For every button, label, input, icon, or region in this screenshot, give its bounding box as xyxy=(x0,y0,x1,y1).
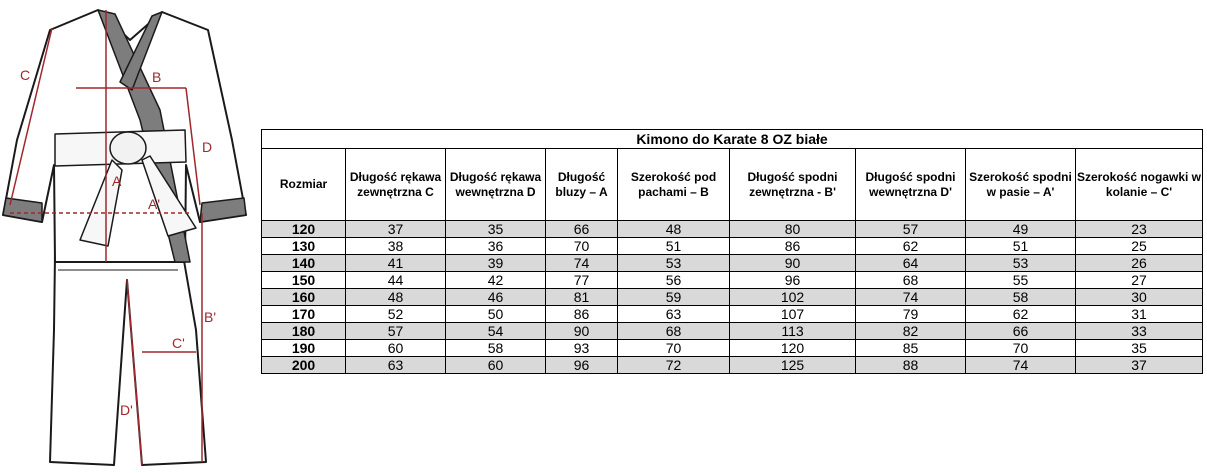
label-a: A xyxy=(112,173,122,189)
table-cell: 113 xyxy=(730,323,856,340)
table-cell: 26 xyxy=(1076,255,1203,272)
table-cell: 66 xyxy=(966,323,1076,340)
table-cell: 48 xyxy=(346,289,446,306)
table-row xyxy=(262,340,1203,357)
table-cell: 37 xyxy=(1076,357,1203,374)
table-cell: 66 xyxy=(546,221,618,238)
label-b: B xyxy=(152,69,162,85)
table-cell: 49 xyxy=(966,221,1076,238)
table-cell: 58 xyxy=(446,340,546,357)
table-cell: 57 xyxy=(856,221,966,238)
size-cell: 190 xyxy=(262,340,346,357)
table-cell: 57 xyxy=(346,323,446,340)
table-cell: 74 xyxy=(546,255,618,272)
header-cell: Rozmiar xyxy=(262,149,346,221)
table-row xyxy=(262,306,1203,323)
table-cell: 74 xyxy=(966,357,1076,374)
table-cell: 82 xyxy=(856,323,966,340)
table-row xyxy=(262,221,1203,238)
table-cell: 53 xyxy=(618,255,730,272)
label-c-prime: C' xyxy=(172,335,185,351)
size-cell: 140 xyxy=(262,255,346,272)
table-cell: 68 xyxy=(618,323,730,340)
table-cell: 74 xyxy=(856,289,966,306)
table-cell: 25 xyxy=(1076,238,1203,255)
table-cell: 39 xyxy=(446,255,546,272)
table-cell: 77 xyxy=(546,272,618,289)
label-a-prime: A' xyxy=(148,196,161,212)
table-cell: 72 xyxy=(618,357,730,374)
table-cell: 70 xyxy=(966,340,1076,357)
size-cell: 120 xyxy=(262,221,346,238)
table-cell: 70 xyxy=(618,340,730,357)
table-row xyxy=(262,272,1203,289)
table-cell: 35 xyxy=(1076,340,1203,357)
table-cell: 93 xyxy=(546,340,618,357)
table-cell: 63 xyxy=(618,306,730,323)
table-cell: 46 xyxy=(446,289,546,306)
table-cell: 86 xyxy=(546,306,618,323)
size-chart-table xyxy=(261,129,1203,374)
table-cell: 85 xyxy=(856,340,966,357)
table-cell: 48 xyxy=(618,221,730,238)
table-cell: 54 xyxy=(446,323,546,340)
table-cell: 23 xyxy=(1076,221,1203,238)
header-cell: Szerokość spodni w pasie – A' xyxy=(966,149,1076,221)
table-cell: 55 xyxy=(966,272,1076,289)
size-cell: 170 xyxy=(262,306,346,323)
table-cell: 70 xyxy=(546,238,618,255)
table-cell: 27 xyxy=(1076,272,1203,289)
kimono-illustration xyxy=(0,0,258,473)
header-cell: Szerokość pod pachami – B xyxy=(618,149,730,221)
header-cell: Szerokość nogawki w kolanie – C' xyxy=(1076,149,1203,221)
table-row xyxy=(262,323,1203,340)
table-cell: 62 xyxy=(856,238,966,255)
header-cell: Długość spodni zewnętrzna - B' xyxy=(730,149,856,221)
header-cell: Długość rękawa wewnętrzna D xyxy=(446,149,546,221)
table-row xyxy=(262,357,1203,374)
size-cell: 160 xyxy=(262,289,346,306)
table-cell: 53 xyxy=(966,255,1076,272)
table-cell: 30 xyxy=(1076,289,1203,306)
table-cell: 62 xyxy=(966,306,1076,323)
header-row xyxy=(262,149,1203,221)
table-cell: 88 xyxy=(856,357,966,374)
size-cell: 150 xyxy=(262,272,346,289)
table-cell: 31 xyxy=(1076,306,1203,323)
table-cell: 80 xyxy=(730,221,856,238)
table-cell: 51 xyxy=(966,238,1076,255)
size-cell: 180 xyxy=(262,323,346,340)
table-cell: 63 xyxy=(346,357,446,374)
table-body xyxy=(262,221,1203,374)
table-cell: 41 xyxy=(346,255,446,272)
table-cell: 102 xyxy=(730,289,856,306)
table-cell: 90 xyxy=(546,323,618,340)
table-cell: 59 xyxy=(618,289,730,306)
table-cell: 33 xyxy=(1076,323,1203,340)
table-cell: 51 xyxy=(618,238,730,255)
table-cell: 42 xyxy=(446,272,546,289)
table-cell: 79 xyxy=(856,306,966,323)
table-cell: 60 xyxy=(446,357,546,374)
table-cell: 38 xyxy=(346,238,446,255)
table-cell: 96 xyxy=(730,272,856,289)
size-cell: 130 xyxy=(262,238,346,255)
table-cell: 50 xyxy=(446,306,546,323)
label-b-prime: B' xyxy=(204,309,217,325)
table-row xyxy=(262,255,1203,272)
header-cell: Długość rękawa zewnętrzna C xyxy=(346,149,446,221)
header-cell: Długość bluzy – A xyxy=(546,149,618,221)
table-cell: 125 xyxy=(730,357,856,374)
table-cell: 107 xyxy=(730,306,856,323)
label-c: C xyxy=(20,67,31,83)
table-title: Kimono do Karate 8 OZ białe xyxy=(261,129,1203,148)
size-cell: 200 xyxy=(262,357,346,374)
label-d: D xyxy=(202,139,213,155)
jacket-drawing xyxy=(3,10,246,262)
table-cell: 37 xyxy=(346,221,446,238)
table-cell: 120 xyxy=(730,340,856,357)
table-cell: 52 xyxy=(346,306,446,323)
table-cell: 44 xyxy=(346,272,446,289)
table-cell: 81 xyxy=(546,289,618,306)
table-cell: 68 xyxy=(856,272,966,289)
table-cell: 56 xyxy=(618,272,730,289)
table-cell: 96 xyxy=(546,357,618,374)
table-cell: 64 xyxy=(856,255,966,272)
table-cell: 35 xyxy=(446,221,546,238)
table-row xyxy=(262,289,1203,306)
table-cell: 60 xyxy=(346,340,446,357)
header-cell: Długość spodni wewnętrzna D' xyxy=(856,149,966,221)
table-cell: 58 xyxy=(966,289,1076,306)
label-d-prime: D' xyxy=(120,402,133,418)
table-cell: 36 xyxy=(446,238,546,255)
table-row xyxy=(262,238,1203,255)
table-cell: 86 xyxy=(730,238,856,255)
table-cell: 90 xyxy=(730,255,856,272)
